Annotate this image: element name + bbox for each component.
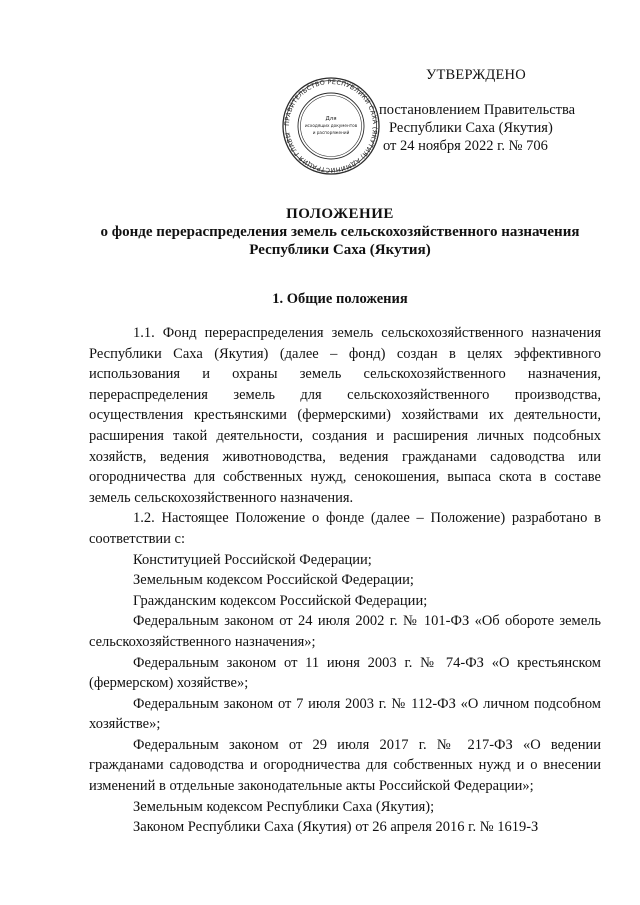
document-body [89,323,601,838]
list-item: Конституцией Российской Федерации; [133,551,372,568]
approval-line-2: Республики Саха (Якутия) [389,120,553,136]
title-line-3: Республики Саха (Якутия) [249,242,431,258]
approval-heading: УТВЕРЖДЕНО [426,67,526,83]
list-item: Земельным кодексом Республики Саха (Якутия); [133,798,435,815]
list-item: Земельным кодексом Российской Федерации; [133,572,414,589]
list-item: Федеральным законом от 11 июня 2003 г. № 74-ФЗ «О крестьянском (фермерском) хозяйстве»; [89,654,601,692]
list-item: Законом Республики Саха (Якутия) от 26 апреля 2016 г. № 1619-З [133,819,539,836]
list-item: Федеральным законом от 24 июля 2002 г. № 101-ФЗ «Об обороте земель сельскохозяйственного назначения»; [89,613,601,650]
official-seal-icon [271,76,391,176]
paragraph-1-1: 1.1. Фонд перераспределения земель сельскохозяйственного назначения Республики Саха (Якутия) (далее – фонд) создан в целях эффективного использования и охраны земель сельскохозяйственного назначения, перераспределения земель для сельскохозяйственного производства, осуществления крестьянскими (фермерскими) хозяйствами их деятельности, расширения такой деятельности, создания и расширения личных подсобных хозяйств, ведения животноводства, ведения гражданами садоводства или огородничества для собственных нужд, сенокошения, выпаса скота в составе земель сельскохозяйственного назначения. [89,325,601,506]
list-item: Федеральным законом от 29 июля 2017 г. № 217-ФЗ «О ведении гражданами садоводства и огородничества для собственных нужд и о внесении изменений в отдельные законодательные акты Российской Федерации»; [89,736,601,795]
approval-block [376,66,616,155]
approval-line-3: от 24 ноября 2022 г. № 706 [383,138,548,154]
title-line-1: ПОЛОЖЕНИЕ [286,206,394,222]
seal-center-line-3: и распоряжений [312,130,350,135]
paragraph-1-2: 1.2. Настоящее Положение о фонде (далее – Положение) разработано в соответствии с: [89,510,601,547]
seal-ring-text: ПРАВИТЕЛЬСТВО РЕСПУБЛИКИ САХА (ЯКУТИЯ) АДМИНИСТРАЦИЯ ГЛАВЫ [283,78,379,174]
approval-line-1: постановлением Правительства [379,102,576,118]
seal-center-line-2: исходящих документов [304,123,358,128]
list-item: Гражданским кодексом Российской Федерации; [133,592,428,609]
seal-center-line-1: Для [325,116,337,122]
section-heading: 1. Общие положения [272,291,408,307]
list-item: Федеральным законом от 7 июля 2003 г. № 112-ФЗ «О личном подсобном хозяйстве»; [89,695,601,733]
document-title [0,205,640,259]
title-line-2: о фонде перераспределения земель сельскохозяйственного назначения [100,224,580,240]
